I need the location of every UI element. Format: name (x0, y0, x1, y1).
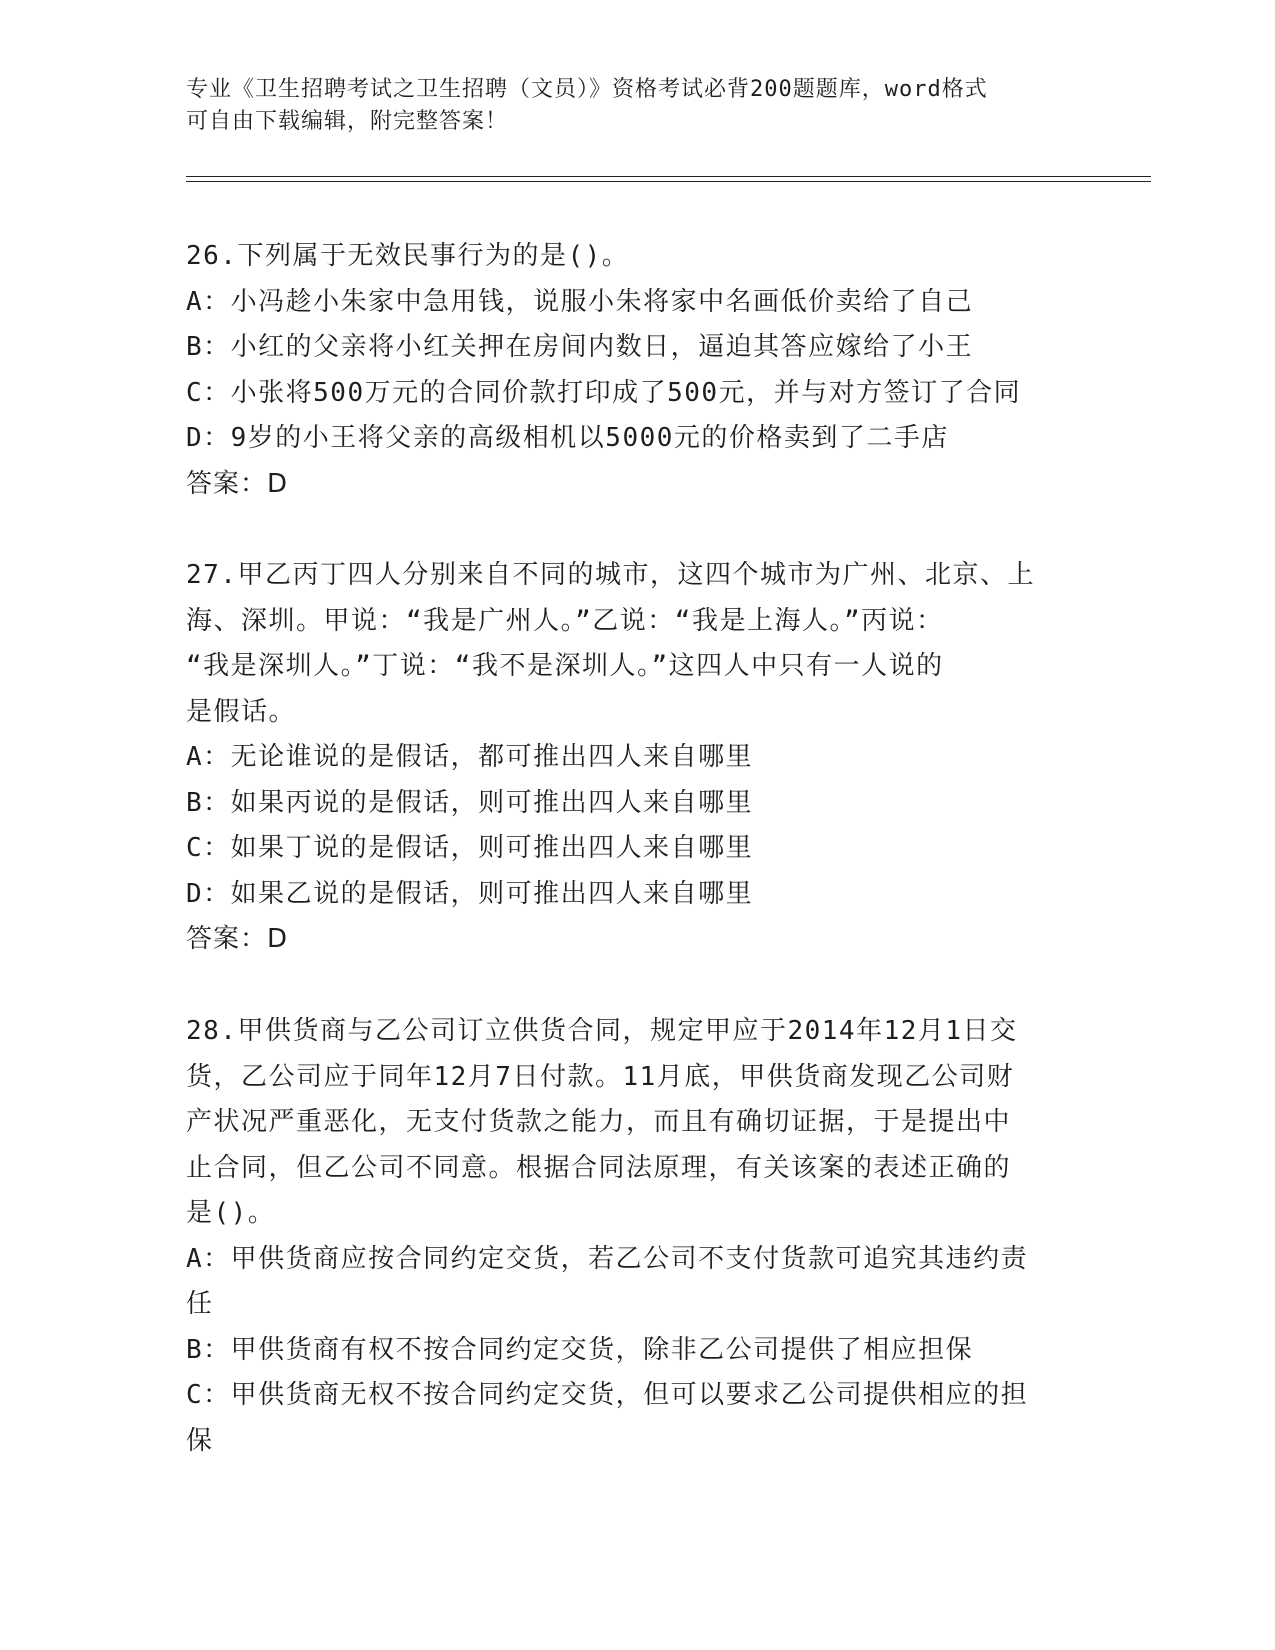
option-c: C：如果丁说的是假话，则可推出四人来自哪里 (186, 833, 754, 863)
question-stem-line: 货，乙公司应于同年12月7日付款。11月底，甲供货商发现乙公司财 (186, 1061, 1015, 1092)
header-line-1: 专业《卫生招聘考试之卫生招聘（文员）》资格考试必背200题题库，word格式 (186, 77, 988, 102)
header-line-2: 可自由下载编辑，附完整答案！ (186, 109, 509, 134)
option-b: B：小红的父亲将小红关押在房间内数日，逼迫其答应嫁给了小王 (186, 332, 974, 362)
question-stem-line: 27.甲乙丙丁四人分别来自不同的城市，这四个城市为广州、北京、上 (186, 560, 1035, 590)
question-stem-line: 28.甲供货商与乙公司订立供货合同，规定甲应于2014年12月1日交 (186, 1016, 1018, 1046)
option-a: A：无论谁说的是假话，都可推出四人来自哪里 (186, 742, 754, 772)
question-27 (186, 553, 1076, 963)
answer: 答案：D (186, 468, 289, 499)
option-c: C：甲供货商无权不按合同约定交货，但可以要求乙公司提供相应的担 (186, 1380, 1029, 1410)
option-b: B：甲供货商有权不按合同约定交货，除非乙公司提供了相应担保 (186, 1334, 974, 1365)
option-a: A：甲供货商应按合同约定交货，若乙公司不支付货款可追究其违约责 (186, 1243, 1029, 1274)
question-28 (186, 1009, 1076, 1464)
question-stem-line: 止合同，但乙公司不同意。根据合同法原理，有关该案的表述正确的 (186, 1152, 1012, 1183)
option-c-continued: 保 (186, 1425, 214, 1456)
option-a-continued: 任 (186, 1289, 214, 1319)
document-header (186, 74, 1066, 138)
option-d: D：如果乙说的是假话，则可推出四人来自哪里 (186, 878, 754, 909)
option-a: A：小冯趁小朱家中急用钱，说服小朱将家中名画低价卖给了自己 (186, 286, 974, 317)
header-divider-bottom (186, 181, 1151, 182)
question-stem-line: 产状况严重恶化，无支付货款之能力，而且有确切证据，于是提出中 (186, 1107, 1012, 1137)
option-d: D：9岁的小王将父亲的高级相机以5000元的价格卖到了二手店 (186, 423, 949, 453)
option-b: B：如果丙说的是假话，则可推出四人来自哪里 (186, 787, 754, 818)
question-26 (186, 234, 1076, 507)
question-stem-line: 是()。 (186, 1198, 276, 1228)
question-stem-line: “我是深圳人。”丁说：“我不是深圳人。”这四人中只有一人说的 (186, 651, 944, 681)
header-divider-top (186, 176, 1151, 177)
question-stem-line: 是假话。 (186, 696, 297, 727)
question-stem-line: 海、深圳。甲说：“我是广州人。”乙说：“我是上海人。”丙说： (186, 605, 944, 636)
option-c: C：小张将500万元的合同价款打印成了500元，并与对方签订了合同 (186, 377, 1022, 408)
question-stem: 26.下列属于无效民事行为的是()。 (186, 241, 630, 271)
answer: 答案：D (186, 924, 289, 954)
